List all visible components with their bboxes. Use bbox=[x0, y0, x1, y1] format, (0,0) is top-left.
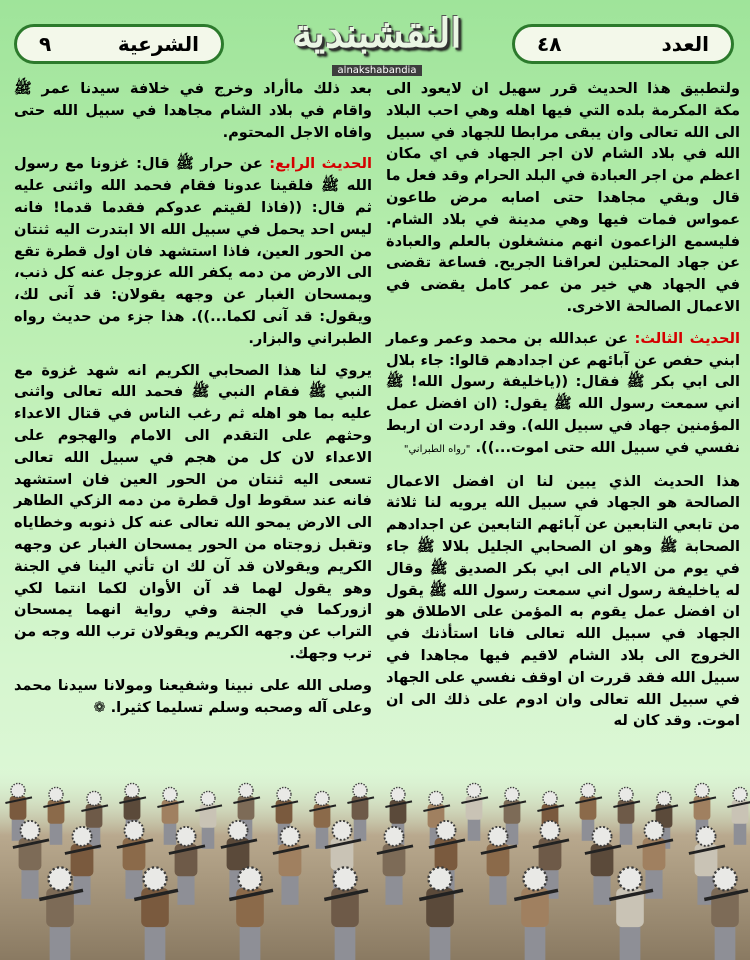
logo-text: النقشبندية bbox=[292, 10, 462, 57]
right-paragraph-1: ولتطبيق هذا الحديث قرر سهيل ان لايعود الى مكة المكرمة بلده التي فيها اهله وهي احب البلاد الى الله تعالى وان يبقى مرابطا للجهاد في سبيل الله في بلاد الشام لان اجر الجهاد في اي مكان اعظم من اجر العبادة في البلد الحرام وقد فعل ما قال وبقي مجاهدا حتى اصابه مرض طاعون عمواس فمات فيها وهي مدينة في بلاد الشام. فليسمع الزاعمون انهم منشغلون بالعلم والعبادة عن جهاد المحتلين لعراقنا الجريح. فساعة تقضى في الجهاد هي خير من عمر كامل يقضى في الاعمال الصالحة الاخرى. bbox=[386, 80, 740, 315]
fighters-photo bbox=[0, 768, 750, 960]
hadith-three-reference: "رواه الطبراني" bbox=[403, 443, 471, 455]
magazine-logo bbox=[262, 10, 492, 74]
left-paragraph-4: وصلى الله على نبينا وشفيعنا ومولانا سيدنا محمد وعلى آله وصحبه وسلم تسليما كثيرا. ❁ bbox=[14, 676, 372, 716]
hadith-three-body: عن عبدالله بن محمد وعمر وعمار ابني حفص عن آبائهم عن اجدادهم قالوا: جاء بلال الى ابي بكر ﷺ فقال: ((ياخليفة رسول الله! ﷺ اني سمعت رسول الله ﷺ يقول: (ان افضل عمل المؤمنين جهاد في سبيل الله). وقد اردت ان اربط نفسي في سبيل الله حتى اموت...)). bbox=[386, 329, 740, 456]
right-text-column bbox=[386, 78, 740, 742]
section-tag bbox=[14, 24, 224, 64]
left-paragraph-2 bbox=[14, 153, 372, 349]
left-paragraph-3: يروي لنا هذا الصحابي الكريم انه شهد غزوة مع النبي ﷺ فقام النبي ﷺ فحمد الله تعالى واثنى عليه بما هو اهله ثم رغب الناس في قتال الاعداء وحثهم على التقدم الى الامام والهجوم على الاعداء لان كل من هجم في سبيل الله تعالى تسعى اليه ثنتان من الحور العين فان استشهد فانه عند سقوط اول قطرة من دمه الزكي الطاهر الى الارض يمحو الله تعالى عنه كل ذنوبه وخطاياه وتقبل زوجتاه من الحور يمسحان الغبار عن وجهه الكريم ويقولان قد آن لك ان تأتي الينا في الجنة وهو يقول لهما قد آن الأوان لكما انتما لكي ازوركما في الجنة وفي رواية انهما يمسحان التراب عن وجهه الكريم ويقولان ترب الله وجه من ترب وجهك. bbox=[14, 361, 372, 662]
hadith-four-body: عن حرار ﷺ قال: غزونا مع رسول الله ﷺ فلقينا عدونا فقام فحمد الله واثنى عليه ثم قال: ((فاذا لقيتم عدوكم فقدما قدما! فانه ليس احد يحمل في سبيل الله الا ابتدرت اليه ثنتان من الحور العين، فاذا استشهد فان اول قطرة تقع الى الارض من دمه يكفر الله عزوجل عنه كل ذنب، ويمسحان الغبار عن وجهه يقولان: قد آنى لك، ويقول: قد آنى لكما...)). هذا جزء من حديث رواه الطبراني والبزار. bbox=[14, 155, 372, 347]
fighters-illustration bbox=[0, 768, 750, 960]
right-paragraph-3: هذا الحديث الذي يبين لنا ان افضل الاعمال الصالحة هو الجهاد في سبيل الله يرويه لنا ثلاثة من تابعي التابعين عن آبائهم التابعين عن اجدادهم الصحابة ﷺ وهو ان الصحابي الجليل بلالا ﷺ جاء في يوم من الايام الى ابي بكر الصديق ﷺ وقال له ياخليفة رسول اني سمعت رسول الله ﷺ يقول ان افضل عمل يقوم به المؤمن على الاطلاق هو الجهاد في سبيل الله تعالى فانا استأذنك في الخروج الى بلاد الشام لاقيم فيها مجاهدا في سبيل الله فقد قررت ان اوقف نفسي على الجهاد في سبيل الله تعالى وان ادوم على ذلك الى ان اموت. وقد كان له bbox=[386, 472, 740, 730]
hadith-four-heading: الحديث الرابع: bbox=[269, 155, 372, 173]
right-paragraph-2 bbox=[386, 328, 740, 461]
hadith-three-heading: الحديث الثالث: bbox=[634, 329, 740, 347]
issue-tag bbox=[512, 24, 734, 64]
page-number: ٩ bbox=[39, 32, 52, 56]
left-paragraph-1: بعد ذلك ماأراد وخرج في خلافة سيدنا عمر ﷺ واقام في بلاد الشام مجاهدا في سبيل الله حتى وافاه الاجل المحتوم. bbox=[14, 80, 372, 141]
logo-site: alnakshabandia bbox=[332, 65, 423, 76]
left-text-column bbox=[14, 78, 372, 728]
issue-number: ٤٨ bbox=[537, 32, 562, 56]
issue-label: العدد bbox=[661, 32, 709, 56]
section-label: الشرعية bbox=[117, 32, 199, 56]
page-header bbox=[0, 0, 750, 80]
